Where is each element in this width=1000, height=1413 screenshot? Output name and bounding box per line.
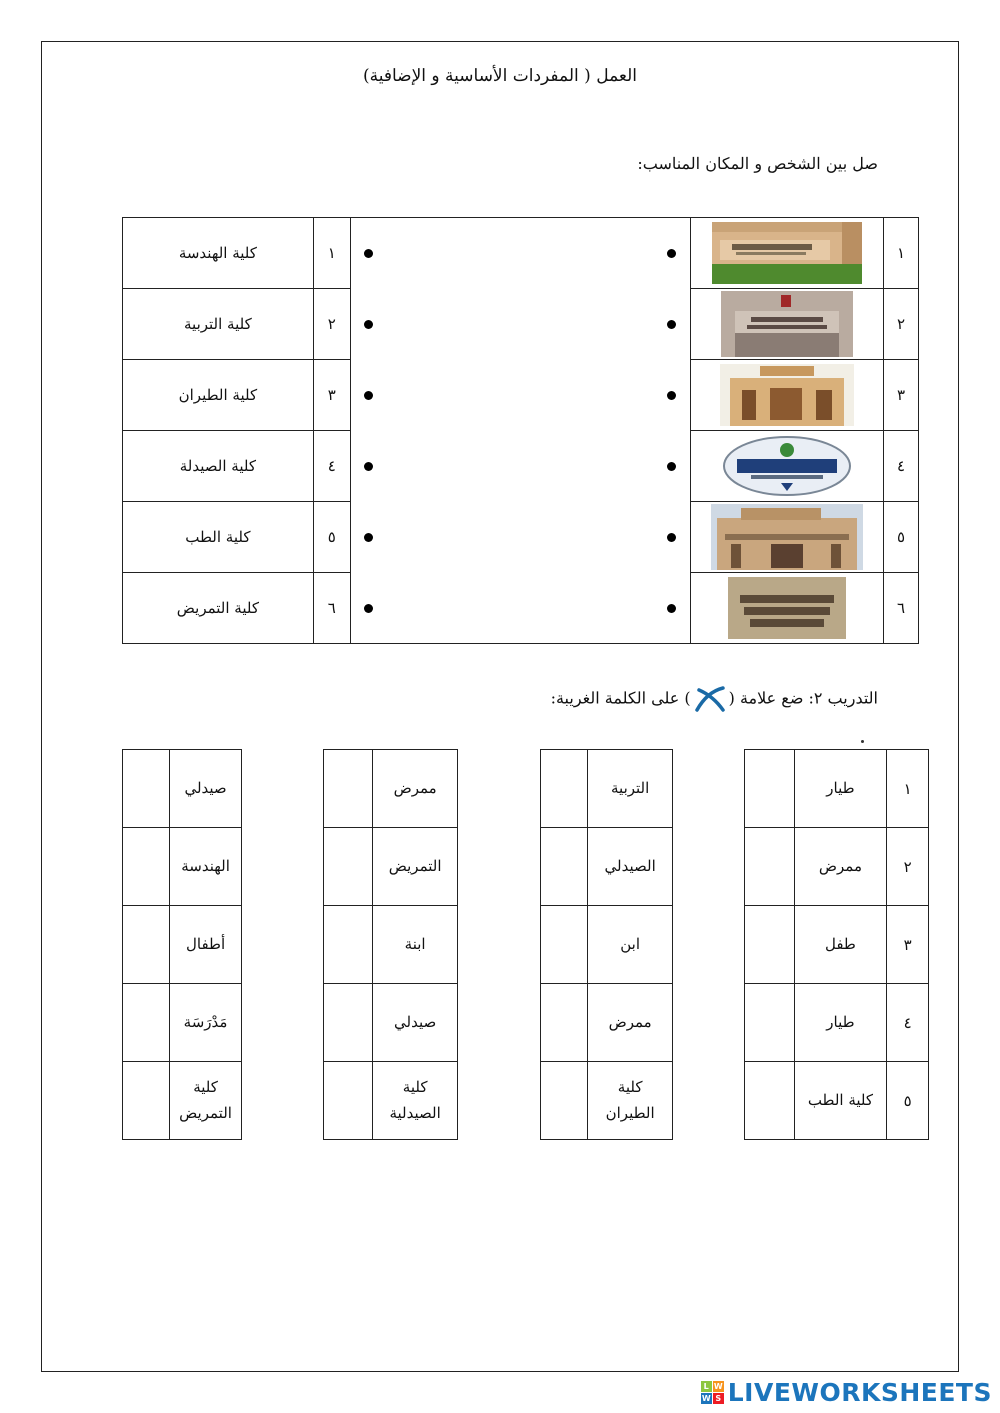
row-number: ٤ [896,457,906,475]
right-number: ٢ [327,315,336,333]
connection-area[interactable] [350,289,690,360]
left-dot[interactable] [364,462,373,471]
word-cell[interactable] [373,1062,458,1140]
word: ابن [620,934,641,953]
row-number-cell [887,984,929,1062]
college-name-cell [123,218,314,289]
word: أطفال [185,934,226,953]
answer-box[interactable] [541,1062,588,1140]
word-row [123,1062,242,1140]
word-row [324,906,458,984]
answer-box[interactable] [324,984,373,1062]
left-dot[interactable] [364,533,373,542]
odd-word-group-4 [122,749,242,1140]
right-dot[interactable] [667,391,676,400]
word: مَدْرَسَة [183,1012,228,1031]
word: التربية [611,778,650,797]
row-number-cell [887,750,929,828]
answer-box[interactable] [324,906,373,984]
matching-row [123,573,919,644]
word: التمريض [388,856,442,875]
answer-box[interactable] [324,750,373,828]
word-cell[interactable] [170,750,242,828]
word: طيار [826,1012,855,1031]
right-dot[interactable] [667,462,676,471]
word-cell[interactable] [373,906,458,984]
word-cell[interactable] [170,984,242,1062]
left-dot[interactable] [364,391,373,400]
word-cell[interactable] [794,1062,887,1140]
word-cell[interactable] [170,1062,242,1140]
word: الهندسة [181,856,230,875]
answer-box[interactable] [541,906,588,984]
row-number-cell [884,289,919,360]
answer-box[interactable] [123,828,170,906]
logo-letter: S [713,1393,724,1404]
faculty-of-pharmacy-photo [721,291,853,357]
word: طيار [826,778,855,797]
word-row [123,906,242,984]
connection-area[interactable] [350,360,690,431]
college-of-medicine-photo [712,222,862,284]
word-cell[interactable] [373,828,458,906]
exercise1-instruction: صل بين الشخص و المكان المناسب: [637,154,878,173]
odd-word-group-2 [540,749,673,1140]
right-dot[interactable] [667,604,676,613]
right-number: ١ [327,244,336,262]
right-number: ٤ [327,457,336,475]
matching-row [123,502,919,573]
image-cell [691,289,884,360]
word: ممرض [608,1012,652,1031]
word-cell[interactable] [588,906,673,984]
logo-letter: W [701,1394,711,1403]
word: ابنة [404,934,426,953]
right-number-cell [313,573,350,644]
instruction-part-2: ) على الكلمة الغريبة: [550,688,691,708]
footer-brand [701,1378,992,1407]
row-number-cell [884,360,919,431]
word: صيدلي [394,1012,437,1031]
answer-box[interactable] [745,984,795,1062]
college-of-engineering-photo [720,364,854,426]
word: ممرض [393,778,437,797]
answer-box[interactable] [541,984,588,1062]
word-cell[interactable] [170,906,242,984]
row-number-cell [887,828,929,906]
word-cell[interactable] [794,750,887,828]
word: ممرض [818,856,862,875]
matching-row [123,431,919,502]
answer-box[interactable] [123,1062,170,1140]
right-number: ٥ [327,528,336,546]
right-number-cell [313,289,350,360]
exercise2-instruction [551,686,878,712]
row-number-cell [887,906,929,984]
word-cell[interactable] [794,828,887,906]
word: الصيدلي [604,856,656,875]
stray-dot [861,740,864,743]
word-cell[interactable] [588,750,673,828]
odd-word-group-1 [744,749,929,1140]
right-number-cell [313,360,350,431]
college-name: كلية التربية [184,315,252,333]
word-row [745,750,929,828]
matching-row [123,360,919,431]
word-row [541,828,673,906]
word-cell[interactable] [373,750,458,828]
college-of-education-photo [711,504,863,570]
row-number: ١ [896,244,906,262]
word-cell[interactable] [794,906,887,984]
answer-box[interactable] [541,828,588,906]
right-dot[interactable] [667,533,676,542]
word-cell[interactable] [588,984,673,1062]
word-cell[interactable] [588,1062,673,1140]
word-cell[interactable] [170,828,242,906]
image-cell [691,573,884,644]
word: كلية الصيدلية [389,1078,441,1122]
answer-box[interactable] [745,828,795,906]
row-number-cell [887,1062,929,1140]
word-row [541,750,673,828]
row-number: ٢ [896,315,906,333]
x-mark-icon [693,686,727,712]
word-row [324,750,458,828]
brand-name: LIVEWORKSHEETS [727,1378,992,1407]
connection-area[interactable] [350,502,690,573]
word-row [123,984,242,1062]
right-number-cell [313,431,350,502]
word-row [541,984,673,1062]
right-number-cell [313,218,350,289]
row-number: ١ [903,779,912,798]
word-row [123,750,242,828]
row-number: ٤ [903,1013,912,1032]
word-row [745,828,929,906]
answer-box[interactable] [745,750,795,828]
left-dot[interactable] [364,249,373,258]
matching-table [122,217,919,644]
college-name: كلية الهندسة [178,244,257,262]
row-number: ٦ [896,599,906,617]
word: كلية الطب [807,1090,874,1109]
logo-letter: W [713,1382,723,1391]
answer-box[interactable] [541,750,588,828]
word-row [324,1062,458,1140]
left-dot[interactable] [364,320,373,329]
college-of-nursing-logo [721,435,853,497]
answer-box[interactable] [123,906,170,984]
college-name-cell [123,431,314,502]
word-row [541,906,673,984]
right-dot[interactable] [667,320,676,329]
word: طفل [824,934,856,953]
row-number-cell [884,502,919,573]
liveworksheets-logo [701,1381,724,1404]
image-cell [691,218,884,289]
word-row [541,1062,673,1140]
row-number: ٥ [903,1091,912,1110]
word-cell[interactable] [794,984,887,1062]
college-name-cell [123,573,314,644]
odd-word-group-3 [323,749,458,1140]
connection-area[interactable] [350,573,690,644]
row-number: ٣ [903,935,912,954]
word-cell[interactable] [588,828,673,906]
answer-box[interactable] [123,984,170,1062]
row-number: ٥ [896,528,906,546]
answer-box[interactable] [324,1062,373,1140]
row-number-cell [884,431,919,502]
college-name: كلية الصيدلة [179,457,256,475]
word-row [324,984,458,1062]
row-number: ٢ [903,857,912,876]
image-cell [691,431,884,502]
matching-row [123,289,919,360]
logo-letter: L [701,1381,712,1392]
page-title: العمل ( المفردات الأساسية و الإضافية) [362,66,638,86]
image-cell [691,502,884,573]
college-name-cell [123,289,314,360]
row-number-cell [884,573,919,644]
word: صيدلي [184,778,227,797]
right-number: ٦ [327,599,336,617]
word-cell[interactable] [373,984,458,1062]
connection-area[interactable] [350,431,690,502]
word: كلية التمريض [179,1078,232,1122]
row-number: ٣ [896,386,906,404]
word-row [745,906,929,984]
right-number: ٣ [327,386,336,404]
word-row [745,984,929,1062]
matching-row [123,218,919,289]
college-name: كلية التمريض [176,599,259,617]
word-row [324,828,458,906]
college-name: كلية الطيران [178,386,258,404]
word-row [745,1062,929,1140]
connection-area[interactable] [350,218,690,289]
misr-flying-college-photo [728,577,846,639]
left-dot[interactable] [364,604,373,613]
word: كلية الطيران [605,1078,655,1122]
image-cell [691,360,884,431]
right-dot[interactable] [667,249,676,258]
college-name-cell [123,502,314,573]
college-name-cell [123,360,314,431]
answer-box[interactable] [745,1062,795,1140]
answer-box[interactable] [324,828,373,906]
answer-box[interactable] [745,906,795,984]
college-name: كلية الطب [185,528,251,546]
instruction-part-1: التدريب ٢: ضع علامة ( [728,688,878,708]
answer-box[interactable] [123,750,170,828]
row-number-cell [884,218,919,289]
right-number-cell [313,502,350,573]
word-row [123,828,242,906]
